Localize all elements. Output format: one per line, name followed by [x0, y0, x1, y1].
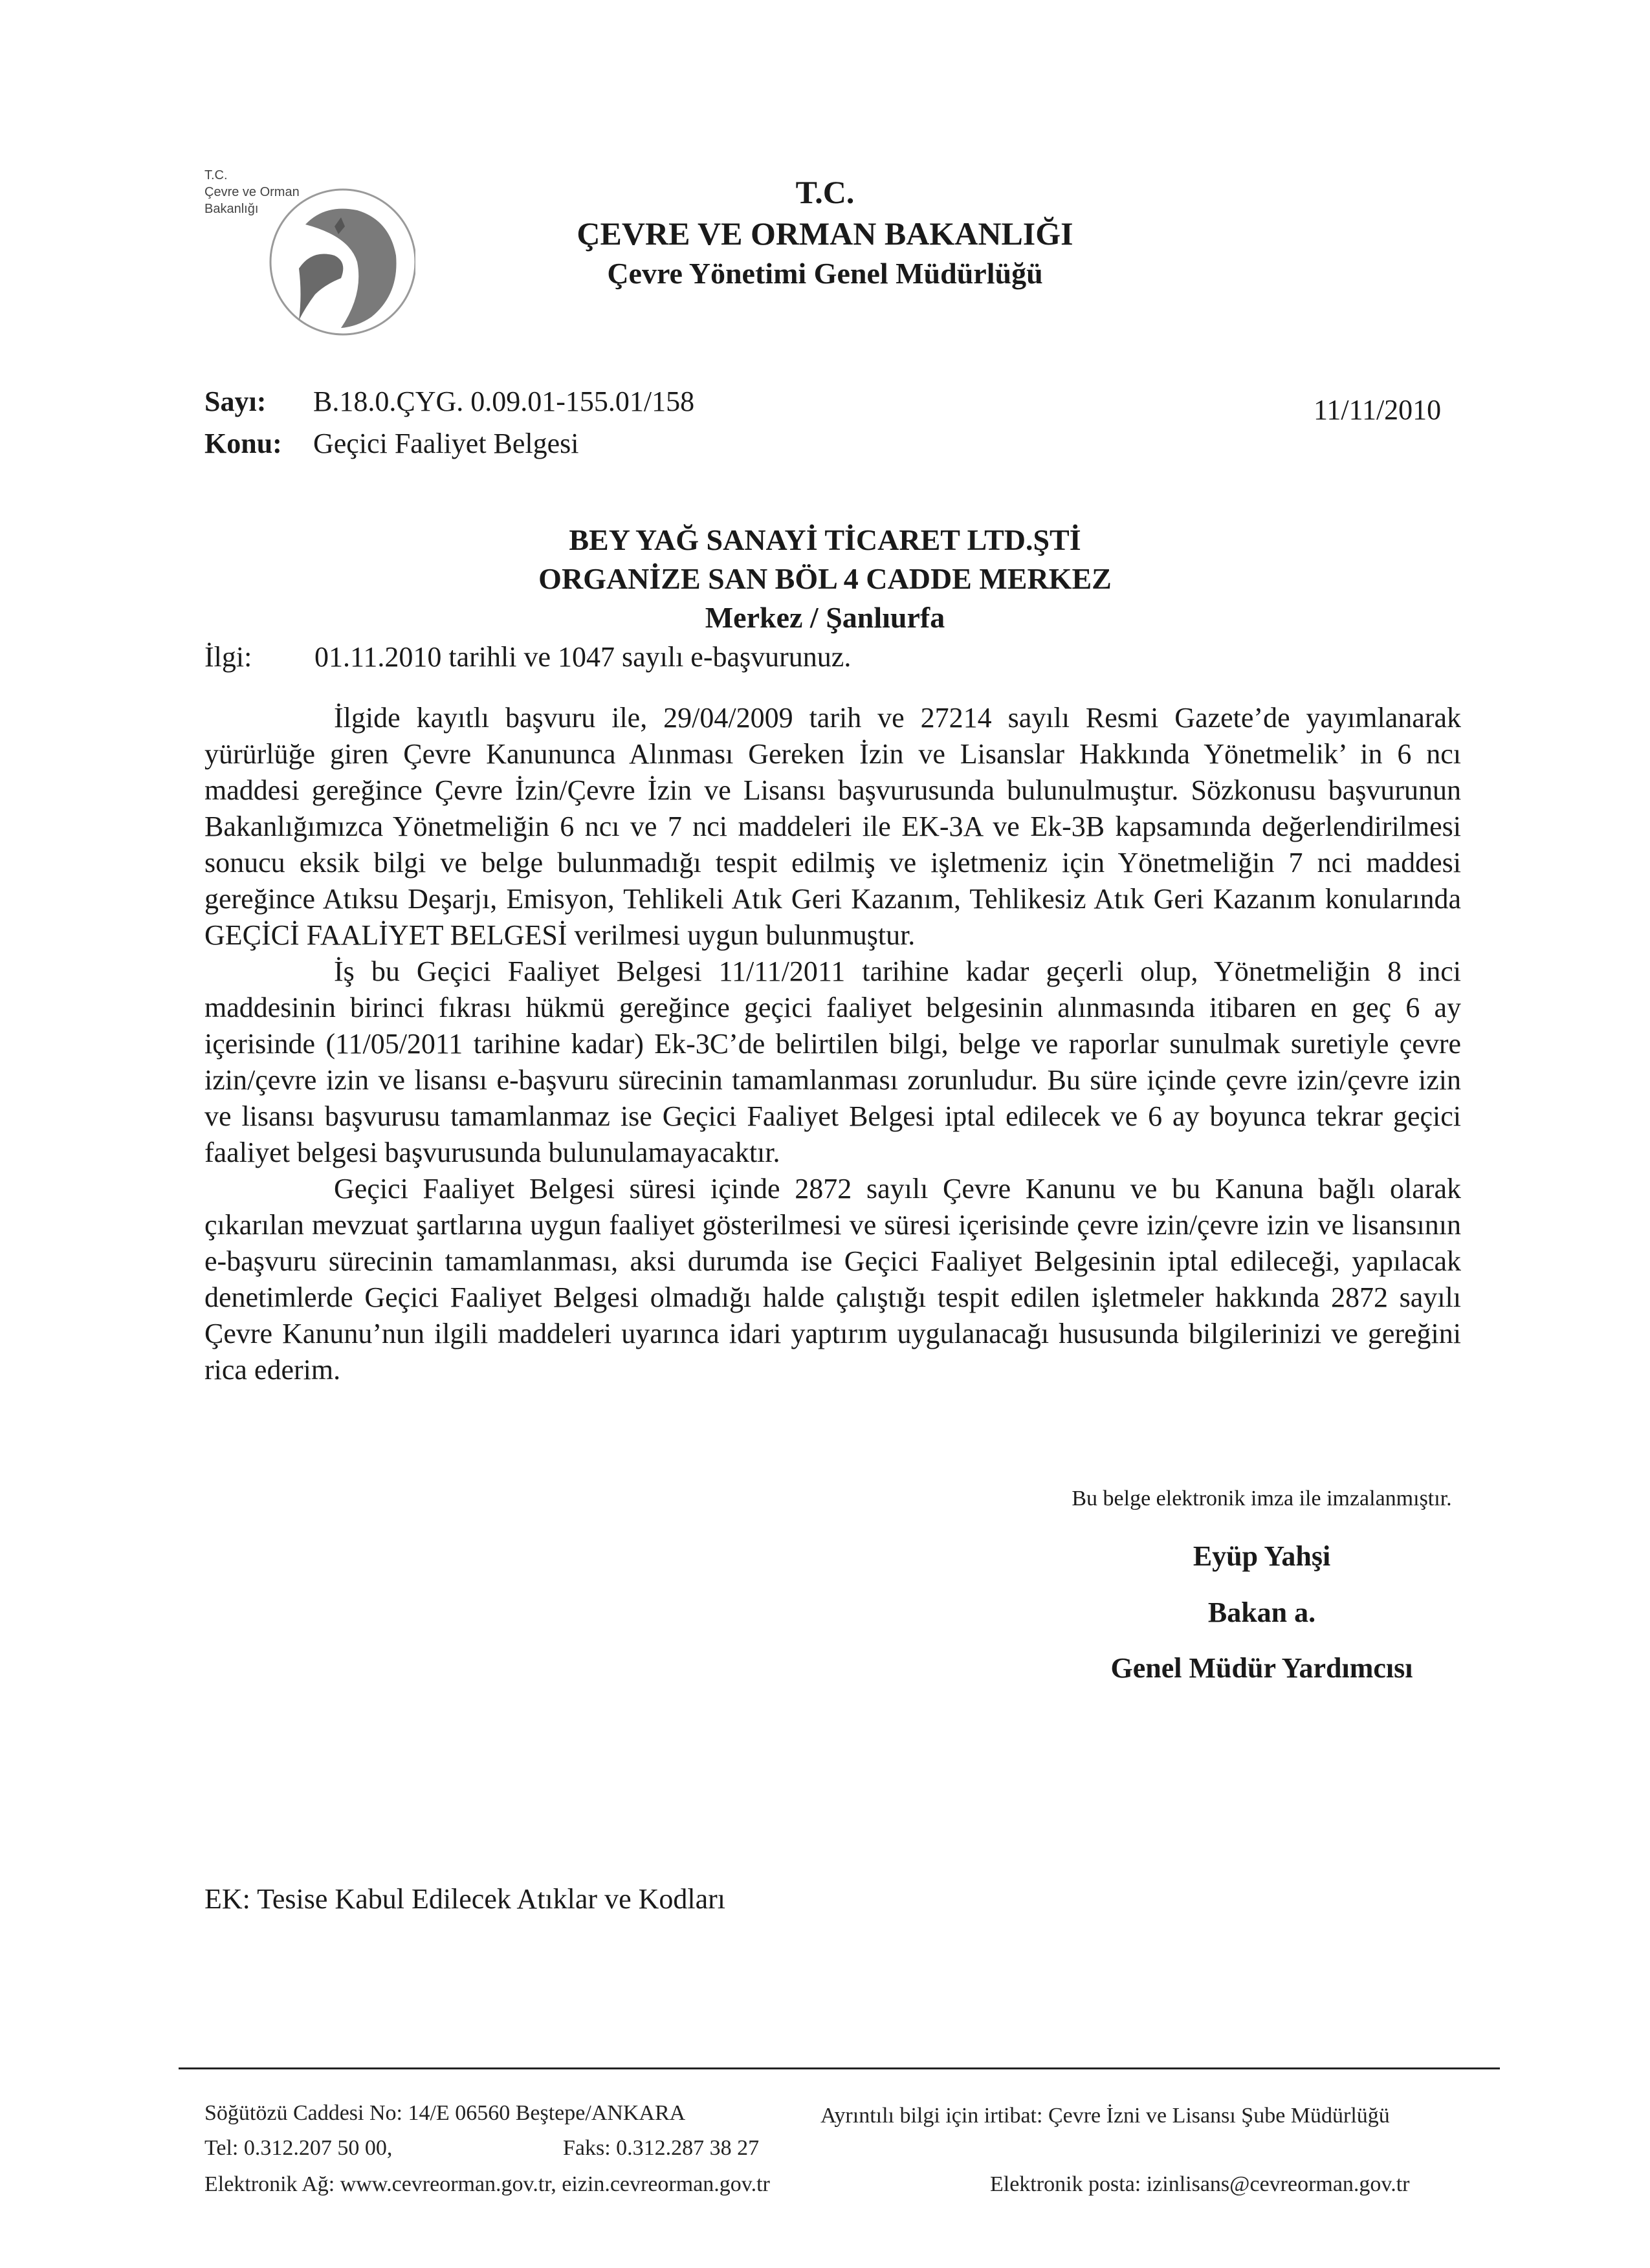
sayi-row	[204, 385, 694, 418]
sayi-label: Sayı:	[204, 386, 267, 417]
header-tc: T.C.	[795, 174, 855, 210]
ilgi-row	[204, 640, 851, 673]
recipient-company: BEY YAĞ SANAYİ TİCARET LTD.ŞTİ	[569, 523, 1081, 556]
konu-row	[204, 427, 579, 460]
signatory-title-2: Genel Müdür Yardımcısı	[1110, 1652, 1413, 1684]
logo-text-2: Çevre ve Orman	[204, 185, 300, 199]
ilgi-label: İlgi:	[204, 641, 252, 673]
footer-web: Elektronik Ağ: www.cevreorman.gov.tr, eizin.cevreorman.gov.tr	[204, 2172, 770, 2196]
document-date: 11/11/2010	[1314, 394, 1442, 426]
body-paragraph-2: İş bu Geçici Faaliyet Belgesi 11/11/2011 tarihine kadar geçerli olup, Yönetmeliğin 8 inci maddesinin birinci fıkrası hükmü gereğince geçici faaliyet belgesinin alınmasında itibaren en geç 6 ay içerisinde (11/05/2011 tarihine kadar) Ek-3C’de belirtilen bilgi, belge ve raporlar sunulmak suretiyle çevre izin/çevre izin ve lisansı e-başvuru sürecinin tamamlanması zorunludur. Bu süre içinde çevre izin/çevre izin ve lisansı başvurusu tamamlanmaz ise Geçici Faaliyet Belgesi iptal edilecek ve 6 ay boyunca tekrar geçici faaliyet belgesi başvurusunda bulunulamayacaktır.	[204, 955, 1461, 1168]
konu-label: Konu:	[204, 428, 282, 459]
header-directorate: Çevre Yönetimi Genel Müdürlüğü	[607, 257, 1043, 290]
letter-body	[204, 700, 1461, 1388]
attachment-note: EK: Tesise Kabul Edilecek Atıklar ve Kodları	[204, 1883, 725, 1915]
footer-divider	[179, 2067, 1500, 2069]
konu-value: Geçici Faaliyet Belgesi	[313, 428, 579, 459]
recipient-city: Merkez / Şanlıurfa	[705, 601, 945, 634]
recipient-address: ORGANİZE SAN BÖL 4 CADDE MERKEZ	[538, 562, 1112, 595]
sayi-value: B.18.0.ÇYG. 0.09.01-155.01/158	[313, 386, 695, 417]
signatory-name: Eyüp Yahşi	[1193, 1540, 1331, 1572]
e-signature-note: Bu belge elektronik imza ile imzalanmıştır.	[1072, 1487, 1452, 1510]
signatory-title-1: Bakan a.	[1207, 1597, 1316, 1628]
body-paragraph-1: İlgide kayıtlı başvuru ile, 29/04/2009 tarih ve 27214 sayılı Resmi Gazete’de yayımlanarak yürürlüğe giren Çevre Kanununca Alınması Gereken İzin ve Lisanslar Hakkında Yönetmelik’ in 6 ncı maddesi gereğince Çevre İzin/Çevre İzin ve Lisansı başvurusunda bulunulmuştur. Sözkonusu başvurunun Bakanlığımızca Yönetmeliğin 6 ncı ve 7 nci maddeleri ile EK-3A ve Ek-3B kapsamında değerlendirilmesi sonucu eksik bilgi ve belge bulunmadığı tespit edilmiş ve işletmeniz için Yönetmeliğin 7 nci maddesi gereğince Atıksu Deşarjı, Emisyon, Tehlikeli Atık Geri Kazanım, Tehlikesiz Atık Geri Kazanım konularında GEÇİCİ FAALİYET BELGESİ verilmesi uygun bulunmuştur.	[204, 702, 1461, 951]
footer-email: Elektronik posta: izinlisans@cevreorman.gov.tr	[990, 2172, 1410, 2196]
footer-fax: Faks: 0.312.287 38 27	[563, 2136, 760, 2160]
footer-contact-info: Ayrıntılı bilgi için irtibat: Çevre İzni ve Lisansı Şube Müdürlüğü	[820, 2104, 1390, 2128]
logo-text-3: Bakanlığı	[204, 202, 259, 216]
ilgi-value: 01.11.2010 tarihli ve 1047 sayılı e-başvurunuz.	[314, 641, 852, 673]
header-ministry: ÇEVRE VE ORMAN BAKANLIĞI	[577, 215, 1073, 252]
footer-address: Söğütözü Caddesi No: 14/E 06560 Beştepe/ANKARA	[204, 2101, 686, 2125]
body-paragraph-3: Geçici Faaliyet Belgesi süresi içinde 2872 sayılı Çevre Kanunu ve bu Kanuna bağlı olarak çıkarılan mevzuat şartlarına uygun faaliyet gösterilmesi ve süresi içerisinde çevre izin/çevre izin ve lisansının e-başvuru sürecinin tamamlanması, aksi durumda ise Geçici Faaliyet Belgesinin iptal edileceği, yapılacak denetimlerde Geçici Faaliyet Belgesi olmadığı halde çalıştığı tespit edilen işletmeler hakkında 2872 sayılı Çevre Kanunu’nun ilgili maddeleri uyarınca idari yaptırım uygulanacağı hususunda bilgilerinizi ve gereğini rica ederim.	[204, 1173, 1461, 1386]
footer-tel: Tel: 0.312.207 50 00,	[204, 2136, 393, 2160]
logo-text-1: T.C.	[204, 168, 228, 182]
